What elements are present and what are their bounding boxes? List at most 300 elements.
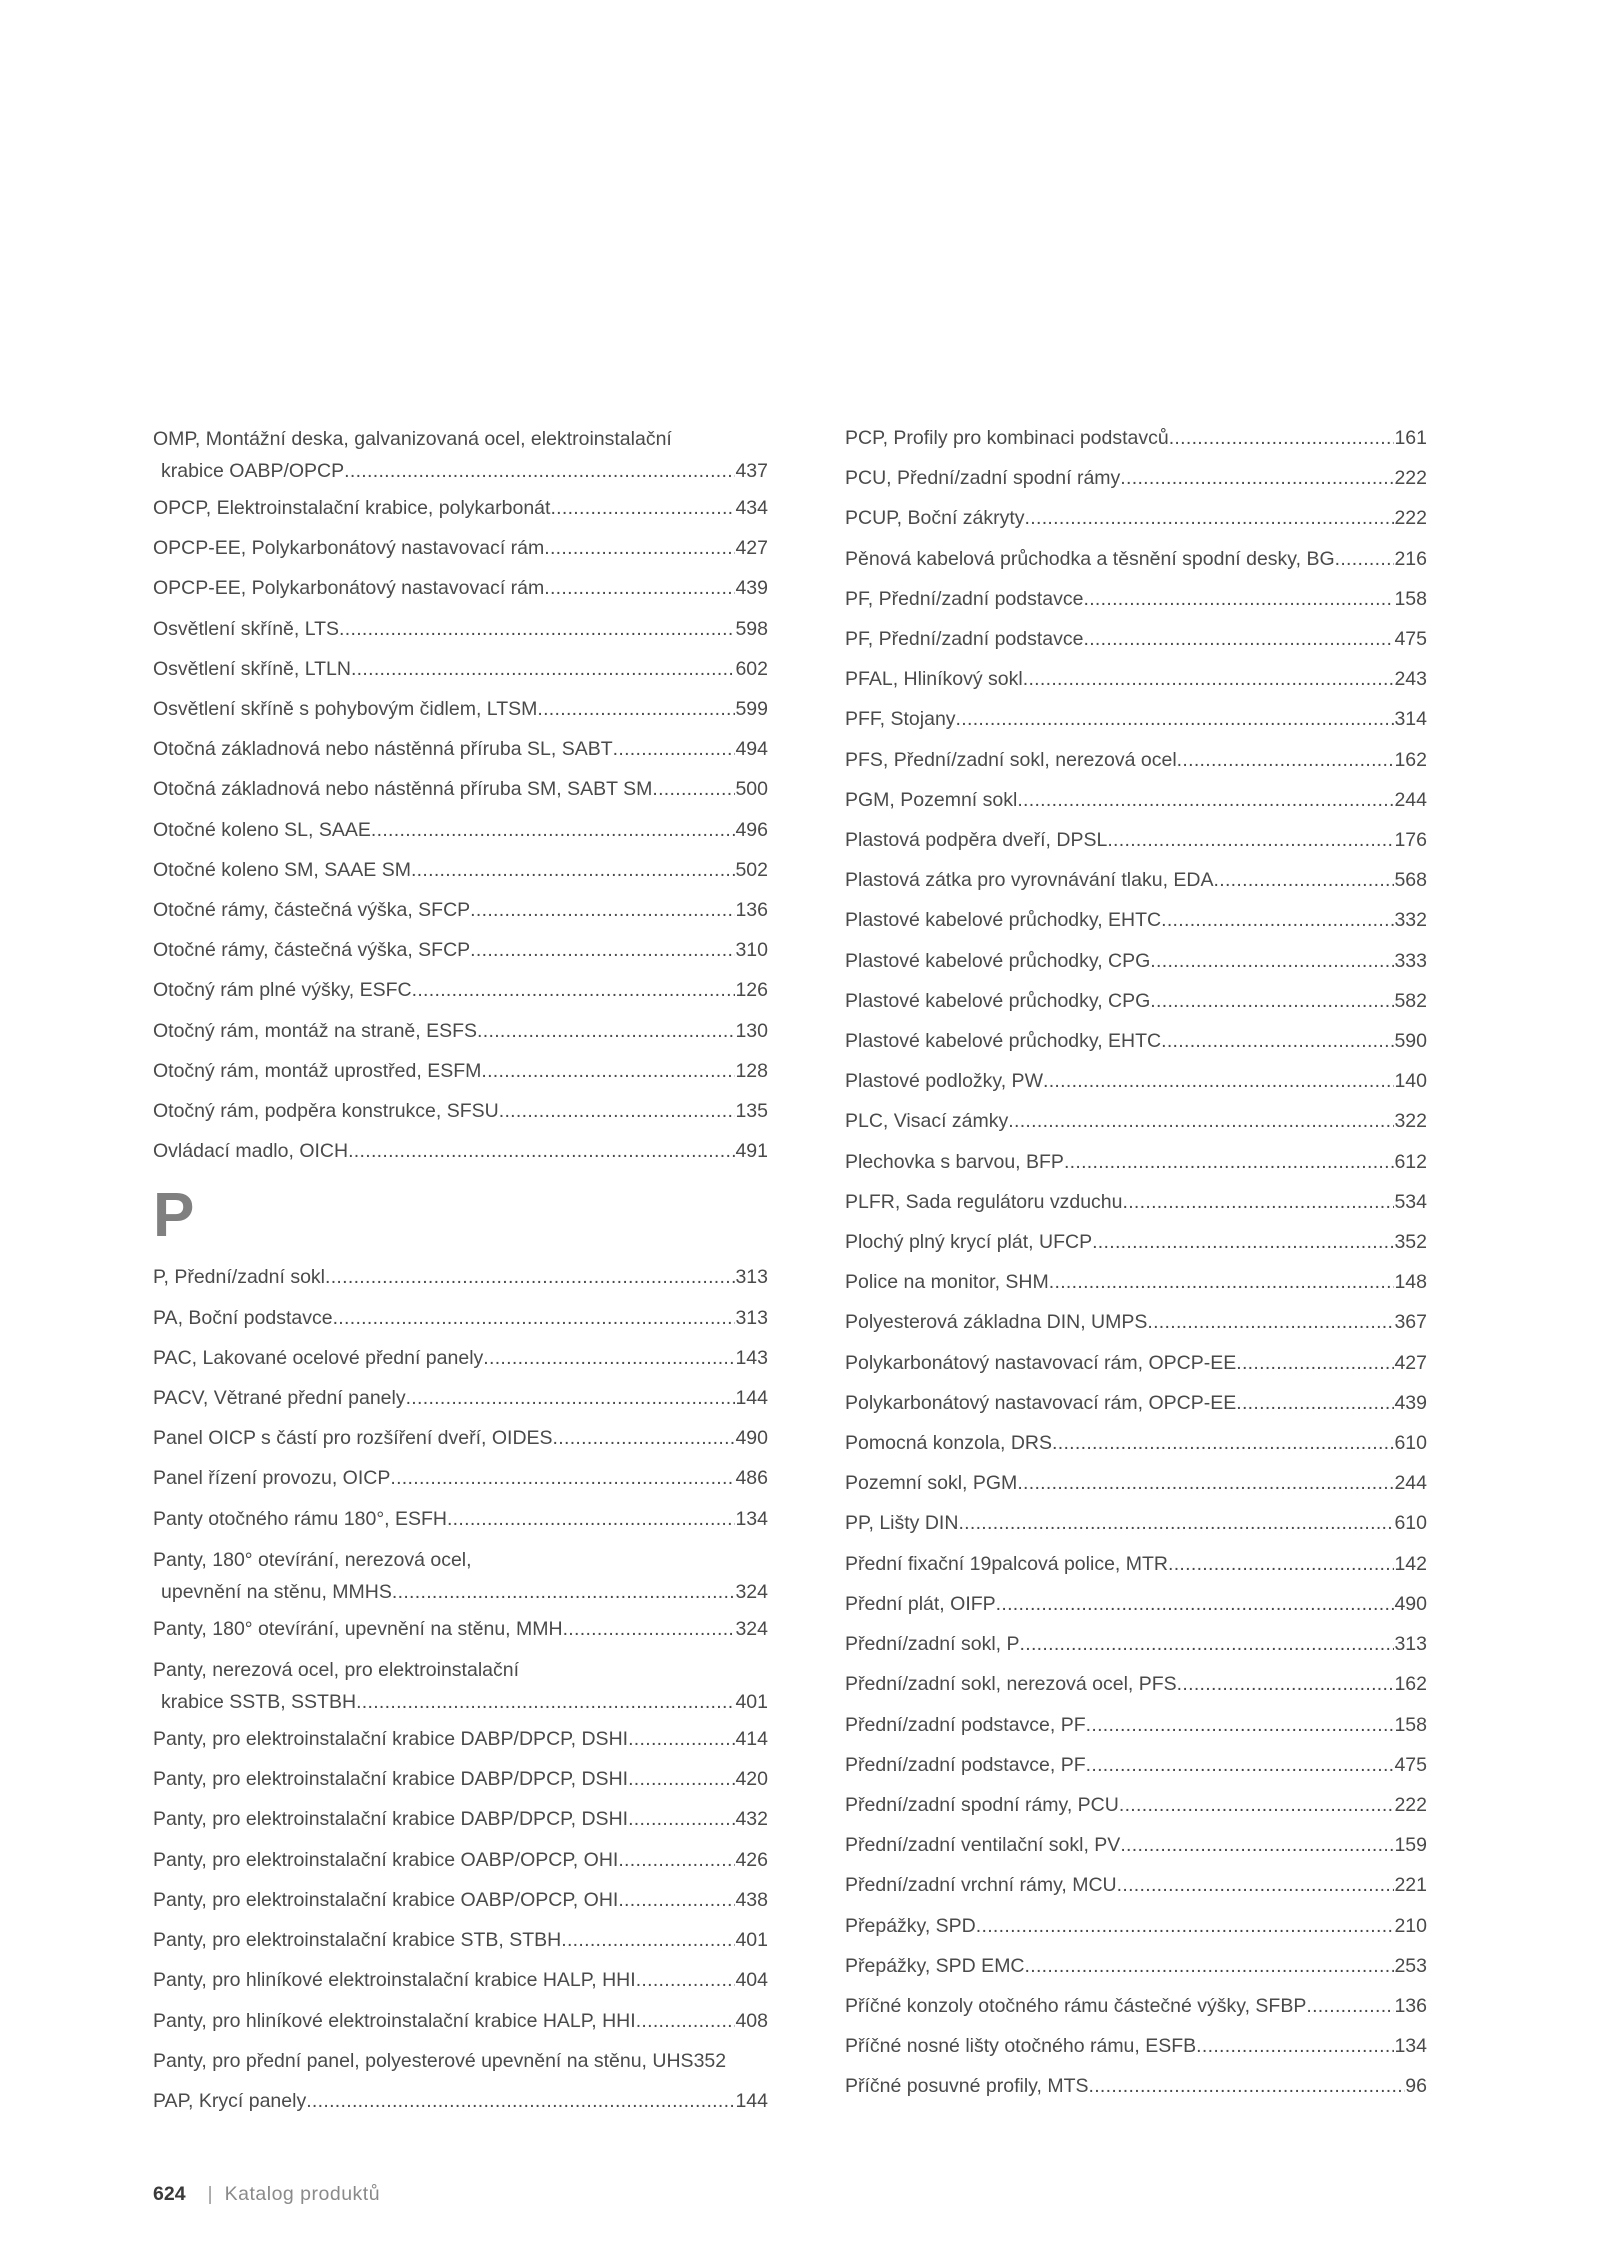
entry-label: Panty, pro elektroinstalační krabice OABP/OPCP, OHI <box>153 1888 619 1911</box>
index-entry <box>845 860 1427 900</box>
index-entry <box>153 1759 768 1799</box>
entry-label: PCUP, Boční zákryty <box>845 507 1025 530</box>
entry-page-number: 253 <box>1394 1954 1427 1977</box>
entry-label: Ovládací madlo, OICH <box>153 1140 349 1163</box>
entry-page-number: 439 <box>735 577 768 600</box>
entry-label: PACV, Větrané přední panely <box>153 1387 406 1410</box>
index-entry <box>845 1061 1427 1101</box>
entry-page-number: 491 <box>735 1140 768 1163</box>
dot-leader <box>1150 941 1394 981</box>
index-entry <box>153 729 768 769</box>
dot-leader <box>1123 1182 1395 1222</box>
index-entry <box>153 1011 768 1051</box>
dot-leader <box>1052 1423 1394 1463</box>
entry-page-number: 610 <box>1394 1512 1427 1535</box>
dot-leader <box>636 1960 736 2000</box>
entry-label: Otočný rám, montáž na straně, ESFS <box>153 1019 478 1042</box>
entry-page-number: 500 <box>735 778 768 801</box>
dot-leader <box>561 1920 735 1960</box>
index-entry <box>845 2066 1427 2106</box>
entry-label: Otočné rámy, částečná výška, SFCP <box>153 939 471 962</box>
index-entry <box>845 1544 1427 1584</box>
dot-leader <box>563 1609 736 1649</box>
index-entry <box>845 619 1427 659</box>
entry-page-number: 599 <box>735 698 768 721</box>
index-entry <box>153 769 768 809</box>
dot-leader <box>1023 659 1395 699</box>
entry-label: PFF, Stojany <box>845 708 956 731</box>
index-list-p <box>153 1257 768 2121</box>
index-entry <box>845 1463 1427 1503</box>
index-entry <box>153 1880 768 1920</box>
dot-leader <box>1306 1986 1394 2026</box>
entry-page-number: 134 <box>1394 2035 1427 2058</box>
entry-page-number: 598 <box>735 617 768 640</box>
entry-page-number: 210 <box>1394 1914 1427 1937</box>
entry-page-number: 134 <box>735 1507 768 1530</box>
index-entry <box>153 1418 768 1458</box>
dot-leader <box>1086 1745 1395 1785</box>
dot-leader <box>1236 1383 1394 1423</box>
index-entry <box>153 2081 768 2121</box>
entry-page-number: 322 <box>1394 1110 1427 1133</box>
entry-label: PF, Přední/zadní podstavce <box>845 628 1084 651</box>
footer-separator: | <box>207 2183 213 2205</box>
entry-page-number: 401 <box>735 1929 768 1952</box>
entry-label: Plastové kabelové průchodky, CPG <box>845 949 1151 972</box>
entry-page-number: 313 <box>735 1306 768 1329</box>
dot-leader <box>1008 1101 1394 1141</box>
entry-page-number: 143 <box>735 1346 768 1369</box>
entry-label: OPCP, Elektroinstalační krabice, polykarbonát <box>153 497 551 519</box>
entry-page-number: 159 <box>1394 1834 1427 1857</box>
index-entry <box>845 1705 1427 1745</box>
entry-label: Otočné koleno SM, SAAE SM <box>153 858 411 881</box>
dot-leader <box>1214 860 1395 900</box>
entry-page-number: 582 <box>1394 989 1427 1012</box>
entry-label: Panty, pro elektroinstalační krabice DABP/DPCP, DSHI <box>153 1728 629 1751</box>
dot-leader <box>1083 579 1394 619</box>
entry-page-number: 427 <box>1394 1351 1427 1374</box>
index-entry <box>845 458 1427 498</box>
entry-label: Panty, pro elektroinstalační krabice OABP/OPCP, OHI <box>153 1848 619 1871</box>
index-list-p-continued <box>845 418 1427 2107</box>
dot-leader <box>348 1131 735 1171</box>
dot-leader <box>406 1378 736 1418</box>
index-entry <box>153 609 768 649</box>
entry-label: Přední/zadní podstavce, PF <box>845 1753 1086 1776</box>
dot-leader <box>1064 1142 1395 1182</box>
dot-leader <box>1025 1946 1395 1986</box>
dot-leader <box>1083 619 1394 659</box>
entry-page-number: 222 <box>1394 507 1427 530</box>
dot-leader <box>1150 981 1394 1021</box>
entry-page-number: 439 <box>1394 1391 1427 1414</box>
entry-page-number: 324 <box>735 1617 768 1640</box>
index-entry <box>153 1609 768 1649</box>
entry-label: PFS, Přední/zadní sokl, nerezová ocel <box>845 748 1177 771</box>
index-entry <box>845 1343 1427 1383</box>
entry-label: PFAL, Hliníkový sokl <box>845 668 1023 691</box>
entry-label: upevnění na stěnu, MMHS <box>161 1580 392 1603</box>
entry-page-number: 490 <box>735 1427 768 1450</box>
dot-leader <box>636 2001 736 2041</box>
entry-label: Pěnová kabelová průchodka a těsnění spodní desky, BG <box>845 547 1335 570</box>
dot-leader <box>339 609 735 649</box>
dot-leader <box>499 1091 736 1131</box>
entry-label: Otočné rámy, částečná výška, SFCP <box>153 899 471 922</box>
dot-leader <box>371 810 736 850</box>
entry-label: Plastová podpěra dveří, DPSL <box>845 829 1108 852</box>
entry-label: Panty, pro hliníkové elektroinstalační krabice HALP, HHI <box>153 1969 636 1992</box>
entry-label: Příčné nosné lišty otočného rámu, ESFB <box>845 2035 1197 2058</box>
index-column-right <box>845 418 1427 2107</box>
entry-label: Přepážky, SPD <box>845 1914 976 1937</box>
entry-label: Přední/zadní spodní rámy, PCU <box>845 1793 1119 1816</box>
dot-leader <box>956 699 1395 739</box>
index-entry <box>153 1499 768 1539</box>
index-entry <box>845 539 1427 579</box>
entry-page-number: 136 <box>1394 1994 1427 2017</box>
index-entry <box>153 528 768 568</box>
dot-leader <box>1177 740 1395 780</box>
entry-label-line: Panty, nerezová ocel, pro elektroinstalační <box>153 1659 520 1682</box>
entry-label: OPCP-EE, Polykarbonátový nastavovací rám <box>153 577 545 600</box>
entry-label: Osvětlení skříně s pohybovým čidlem, LTSM <box>153 698 538 721</box>
entry-page-number: 135 <box>735 1100 768 1123</box>
entry-page-number: 486 <box>735 1467 768 1490</box>
dot-leader <box>1049 1262 1395 1302</box>
index-entry <box>845 1865 1427 1905</box>
dot-leader <box>1161 900 1394 940</box>
entry-label: Otočné koleno SL, SAAE <box>153 818 371 841</box>
dot-leader <box>1086 1705 1395 1745</box>
dot-leader <box>1161 1021 1394 1061</box>
index-entry <box>845 1664 1427 1704</box>
dot-leader <box>390 1458 735 1498</box>
entry-page-number: 426 <box>735 1848 768 1871</box>
index-entry <box>845 498 1427 538</box>
entry-page-number: 367 <box>1394 1311 1427 1334</box>
dot-leader <box>1117 1865 1395 1905</box>
entry-label: krabice OABP/OPCP <box>161 460 345 482</box>
index-entry <box>153 568 768 608</box>
entry-page-number: 324 <box>735 1580 768 1603</box>
entry-page-number: 610 <box>1394 1432 1427 1455</box>
entry-label: P, Přední/zadní sokl <box>153 1266 325 1289</box>
entry-page-number: 414 <box>735 1728 768 1751</box>
entry-page-number: 432 <box>735 1808 768 1831</box>
dot-leader <box>412 970 736 1010</box>
page-number: 624 <box>153 2183 186 2205</box>
entry-page-number: 612 <box>1394 1150 1427 1173</box>
index-entry <box>153 810 768 850</box>
entry-label: Příčné konzoly otočného rámu částečné výšky, SFBP <box>845 1994 1307 2017</box>
entry-label: Otočný rám, podpěra konstrukce, SFSU <box>153 1100 499 1123</box>
index-entry <box>153 1840 768 1880</box>
entry-label: PGM, Pozemní sokl <box>845 788 1018 811</box>
dot-leader <box>613 729 736 769</box>
index-entry <box>845 1262 1427 1302</box>
entry-label: Přední plát, OIFP <box>845 1592 996 1615</box>
index-column-left <box>153 418 768 2121</box>
index-entry <box>153 689 768 729</box>
index-entry <box>153 649 768 689</box>
entry-page-number: 534 <box>1394 1190 1427 1213</box>
dot-leader <box>996 1584 1395 1624</box>
entry-label: Přední fixační 19palcová police, MTR <box>845 1552 1168 1575</box>
index-entry <box>845 1101 1427 1141</box>
entry-label: PP, Lišty DIN <box>845 1512 959 1535</box>
index-entry <box>845 1986 1427 2026</box>
entry-page-number: 310 <box>735 939 768 962</box>
entry-label: Příčné posuvné profily, MTS <box>845 2075 1089 2098</box>
index-entry <box>845 780 1427 820</box>
entry-label: PCP, Profily pro kombinaci podstavců <box>845 427 1169 449</box>
dot-leader <box>1107 820 1394 860</box>
entry-page-number: 408 <box>735 2009 768 2032</box>
entry-label: Panty, pro elektroinstalační krabice DABP/DPCP, DSHI <box>153 1768 629 1791</box>
entry-page-number: 142 <box>1394 1552 1427 1575</box>
entry-page-number: 222 <box>1394 1793 1427 1816</box>
dot-leader <box>544 568 735 608</box>
index-entry <box>845 1624 1427 1664</box>
dot-leader <box>1088 2066 1405 2106</box>
entry-page-number: 126 <box>735 979 768 1002</box>
index-entry <box>153 1920 768 1960</box>
entry-label: Panty otočného rámu 180°, ESFH <box>153 1507 447 1530</box>
index-entry <box>845 1946 1427 1986</box>
index-entry <box>153 1131 768 1171</box>
entry-label: Pomocná konzola, DRS <box>845 1432 1053 1455</box>
entry-page-number: 434 <box>735 497 768 519</box>
entry-label: Plastové kabelové průchodky, EHTC <box>845 1030 1162 1053</box>
entry-label: Panty, pro elektroinstalační krabice STB, STBH <box>153 1929 562 1952</box>
dot-leader <box>652 769 735 809</box>
entry-label: Panty, pro elektroinstalační krabice DABP/DPCP, DSHI <box>153 1808 629 1831</box>
index-entry <box>845 820 1427 860</box>
dot-leader <box>470 930 735 970</box>
index-entry <box>845 699 1427 739</box>
entry-page-number: 437 <box>735 460 768 482</box>
index-entry <box>845 1383 1427 1423</box>
index-entry <box>845 981 1427 1021</box>
dot-leader <box>447 1499 735 1539</box>
dot-leader <box>1168 1544 1394 1584</box>
dot-leader <box>553 1418 736 1458</box>
entry-label: Plechovka s barvou, BFP <box>845 1150 1064 1173</box>
dot-leader <box>1043 1061 1394 1101</box>
entry-label: Přepážky, SPD EMC <box>845 1954 1025 1977</box>
dot-leader <box>544 528 735 568</box>
index-entry <box>845 659 1427 699</box>
entry-label: Panel řízení provozu, OICP <box>153 1467 391 1490</box>
index-entry <box>845 1182 1427 1222</box>
entry-page-number: 314 <box>1394 708 1427 731</box>
index-entry <box>153 2001 768 2041</box>
dot-leader <box>1119 1785 1395 1825</box>
entry-label-line: OMP, Montážní deska, galvanizovaná ocel, elektroinstalační <box>153 428 672 450</box>
entry-label: PLFR, Sada regulátoru vzduchu <box>845 1190 1123 1213</box>
section-letter: P <box>153 1181 195 1251</box>
entry-label: Polyesterová základna DIN, UMPS <box>845 1311 1148 1334</box>
entry-label: Plastová zátka pro vyrovnávání tlaku, EDA <box>845 869 1214 892</box>
index-entry <box>845 941 1427 981</box>
index-entry <box>845 1423 1427 1463</box>
dot-leader <box>537 689 735 729</box>
page-footer <box>153 2183 380 2206</box>
entry-page-number: 158 <box>1394 587 1427 610</box>
entry-page-number: 148 <box>1394 1271 1427 1294</box>
dot-leader <box>958 1503 1394 1543</box>
index-entry <box>153 418 768 488</box>
index-entry <box>845 1785 1427 1825</box>
entry-label: Panty, pro hliníkové elektroinstalační krabice HALP, HHI <box>153 2009 636 2032</box>
entry-page-number: 502 <box>735 858 768 881</box>
index-entry <box>153 1257 768 1297</box>
entry-label: Plastové kabelové průchodky, EHTC <box>845 909 1162 932</box>
dot-leader <box>470 890 735 930</box>
entry-label: Plastové podložky, PW <box>845 1070 1043 1093</box>
index-entry <box>845 740 1427 780</box>
dot-leader <box>333 1298 736 1338</box>
dot-leader <box>1147 1302 1394 1342</box>
entry-label: Panty, 180° otevírání, upevnění na stěnu, MMH <box>153 1617 563 1640</box>
index-entry <box>153 488 768 528</box>
entry-page-number: 401 <box>735 1691 768 1714</box>
index-entry <box>845 1584 1427 1624</box>
entry-page-number: 96 <box>1405 2075 1427 2098</box>
entry-page-number: 313 <box>735 1266 768 1289</box>
dot-leader <box>411 850 736 890</box>
dot-leader <box>628 1719 735 1759</box>
index-entry <box>845 1021 1427 1061</box>
index-entry <box>845 579 1427 619</box>
entry-page-number: 475 <box>1394 628 1427 651</box>
dot-leader <box>550 488 735 528</box>
dot-leader <box>1017 1463 1394 1503</box>
entry-label: PF, Přední/zadní podstavce <box>845 587 1084 610</box>
index-entry <box>153 930 768 970</box>
dot-leader <box>628 1799 735 1839</box>
dot-leader <box>1120 458 1394 498</box>
entry-label: Otočná základnová nebo nástěnná příruba SL, SABT <box>153 738 613 761</box>
entry-label: PCU, Přední/zadní spodní rámy <box>845 467 1121 490</box>
entry-page-number: 136 <box>735 899 768 922</box>
entry-label: Osvětlení skříně, LTLN <box>153 657 351 680</box>
entry-page-number: 222 <box>1394 467 1427 490</box>
entry-label: Plastové kabelové průchodky, CPG <box>845 989 1151 1012</box>
entry-page-number: 404 <box>735 1969 768 1992</box>
entry-label: Přední/zadní sokl, P <box>845 1633 1020 1656</box>
entry-label: Polykarbonátový nastavovací rám, OPCP-EE <box>845 1391 1237 1414</box>
entry-label: Polykarbonátový nastavovací rám, OPCP-EE <box>845 1351 1237 1374</box>
dot-leader <box>1169 418 1395 458</box>
entry-page-number: 144 <box>735 1387 768 1410</box>
index-entry <box>845 1222 1427 1262</box>
entry-label: Přední/zadní vrchní rámy, MCU <box>845 1874 1117 1897</box>
index-entry <box>845 418 1427 458</box>
entry-label: Panty, pro přední panel, polyesterové upevnění na stěnu, UHS352 <box>153 2049 727 2072</box>
entry-page-number: 158 <box>1394 1713 1427 1736</box>
index-entry <box>153 1051 768 1091</box>
entry-label: Police na monitor, SHM <box>845 1271 1049 1294</box>
dot-leader <box>344 454 735 488</box>
dot-leader <box>628 1759 735 1799</box>
dot-leader <box>1017 780 1394 820</box>
dot-leader <box>306 2081 735 2121</box>
entry-page-number: 494 <box>735 738 768 761</box>
index-entry <box>845 1302 1427 1342</box>
dot-leader <box>1196 2026 1394 2066</box>
index-entry <box>153 1719 768 1759</box>
index-entry <box>153 1458 768 1498</box>
dot-leader <box>1236 1343 1394 1383</box>
dot-leader <box>477 1011 735 1051</box>
dot-leader <box>481 1051 735 1091</box>
entry-page-number: 130 <box>735 1019 768 1042</box>
entry-label: PAP, Krycí panely <box>153 2089 307 2112</box>
entry-label: PA, Boční podstavce <box>153 1306 333 1329</box>
index-entry <box>153 1960 768 2000</box>
index-entry <box>153 970 768 1010</box>
entry-page-number: 332 <box>1394 909 1427 932</box>
entry-page-number: 243 <box>1394 668 1427 691</box>
index-entry <box>845 1142 1427 1182</box>
index-entry <box>153 1649 768 1719</box>
entry-page-number: 568 <box>1394 869 1427 892</box>
entry-page-number: 140 <box>1394 1070 1427 1093</box>
index-entry <box>153 1091 768 1131</box>
entry-page-number: 602 <box>735 657 768 680</box>
dot-leader <box>1020 1624 1395 1664</box>
entry-page-number: 161 <box>1394 427 1427 449</box>
index-entry <box>153 890 768 930</box>
index-list-o <box>153 418 768 1171</box>
catalog-title: Katalog produktů <box>224 2183 381 2205</box>
entry-label: Přední/zadní sokl, nerezová ocel, PFS <box>845 1673 1177 1696</box>
entry-label: Otočný rám, montáž uprostřed, ESFM <box>153 1059 482 1082</box>
index-entry <box>845 900 1427 940</box>
index-entry <box>153 1799 768 1839</box>
dot-leader <box>1025 498 1395 538</box>
entry-label: OPCP-EE, Polykarbonátový nastavovací rám <box>153 537 545 560</box>
entry-label: krabice SSTB, SSTBH <box>161 1691 357 1714</box>
dot-leader <box>1120 1825 1394 1865</box>
entry-page-number: 162 <box>1394 1673 1427 1696</box>
entry-page-number: 475 <box>1394 1753 1427 1776</box>
dot-leader <box>618 1880 735 1920</box>
dot-leader <box>351 649 735 689</box>
entry-label: Přední/zadní ventilační sokl, PV <box>845 1834 1121 1857</box>
entry-label: PLC, Visací zámky <box>845 1110 1009 1133</box>
entry-page-number: 420 <box>735 1768 768 1791</box>
dot-leader <box>1335 539 1395 579</box>
entry-label: Pozemní sokl, PGM <box>845 1472 1018 1495</box>
entry-label: Přední/zadní podstavce, PF <box>845 1713 1086 1736</box>
dot-leader <box>1092 1222 1394 1262</box>
entry-label: Osvětlení skříně, LTS <box>153 617 340 640</box>
dot-leader <box>325 1257 735 1297</box>
index-entry <box>845 1503 1427 1543</box>
entry-page-number: 490 <box>1394 1592 1427 1615</box>
entry-label: Panel OICP s částí pro rozšíření dveří, OIDES <box>153 1427 553 1450</box>
index-entry <box>845 1745 1427 1785</box>
entry-page-number: 144 <box>735 2089 768 2112</box>
entry-page-number: 590 <box>1394 1030 1427 1053</box>
entry-page-number: 496 <box>735 818 768 841</box>
entry-page-number: 244 <box>1394 1472 1427 1495</box>
